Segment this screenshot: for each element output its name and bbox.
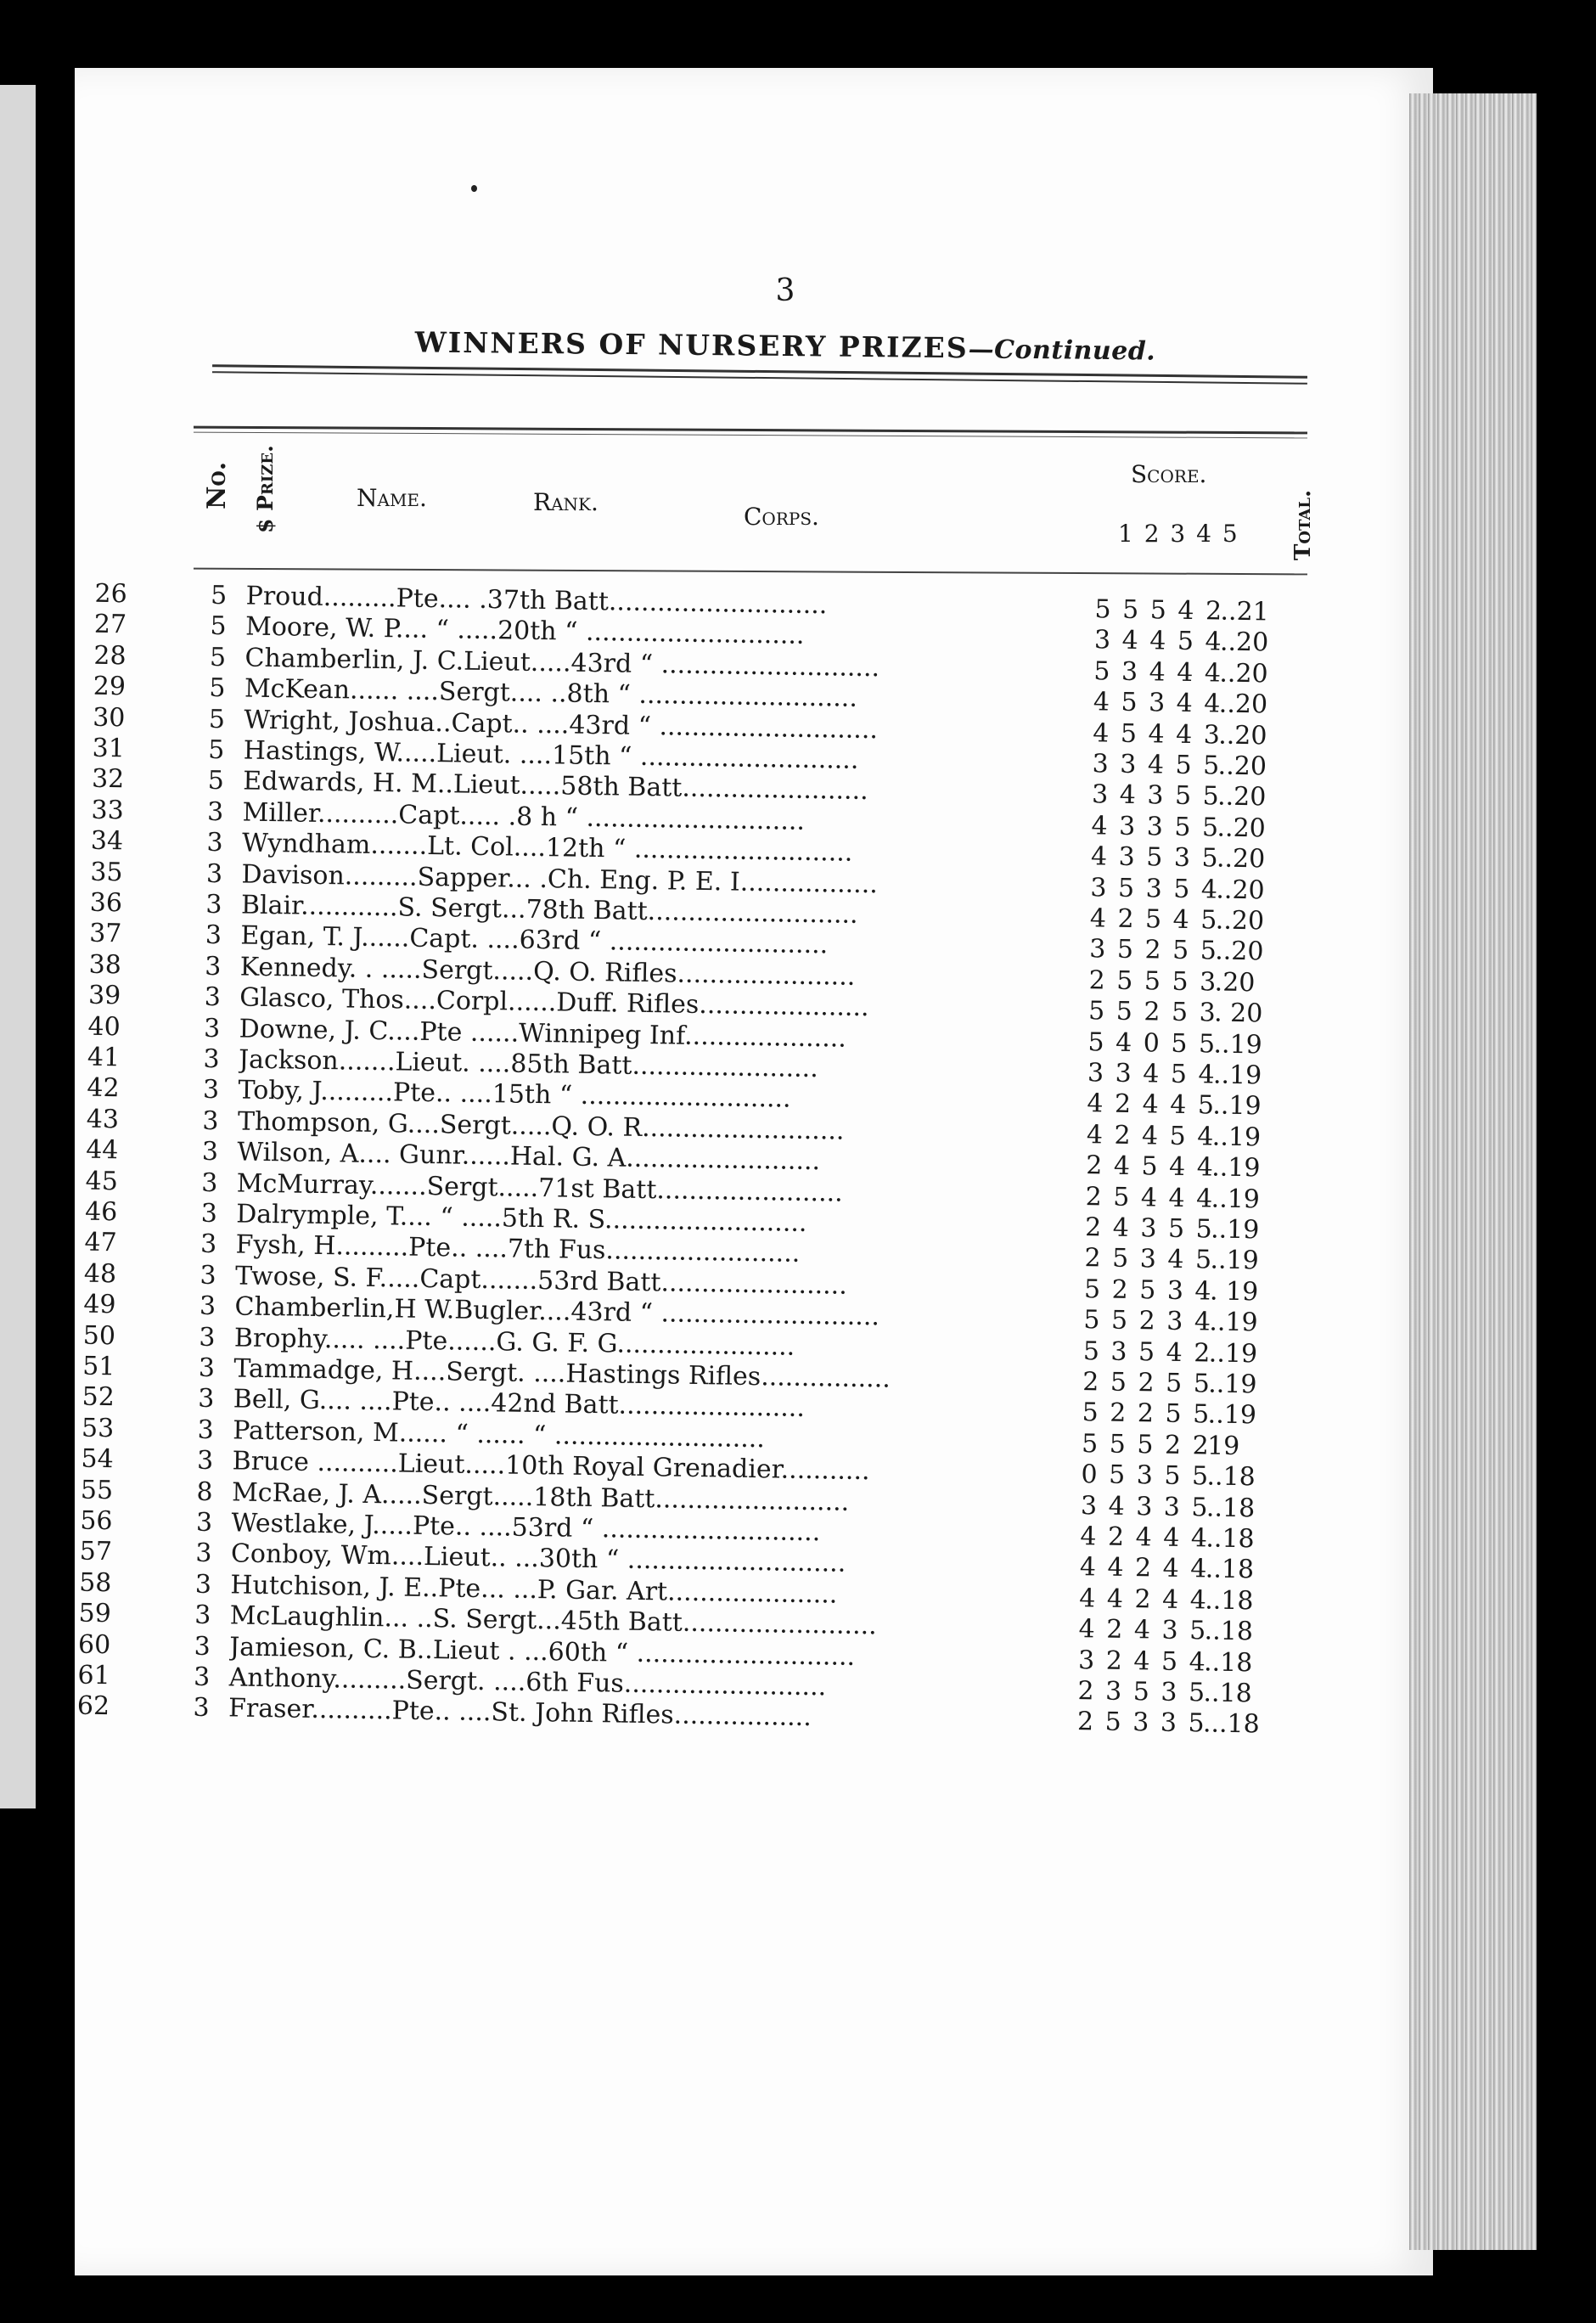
entry-score: 3 5 2 5 5	[1089, 934, 1217, 966]
entry-number: 34	[90, 825, 124, 857]
entry-total: ..19	[1209, 1307, 1258, 1338]
entry-score: 3 2 4 5 4	[1077, 1645, 1205, 1678]
entry-score: 0 5 3 5 5	[1081, 1460, 1209, 1492]
entry-number: 32	[91, 764, 125, 795]
entry-prize: 3	[198, 1384, 215, 1415]
entry-score: 2 4 3 5 5	[1084, 1212, 1212, 1245]
entry-number: 43	[86, 1104, 120, 1135]
entry-prize: 5	[208, 704, 226, 734]
entry-total: .20	[1214, 967, 1256, 998]
entry-name-rank-corps: Wyndham.......Lt. Col....12th “ ...........................	[241, 828, 853, 869]
entry-score: 3 4 3 3 5	[1080, 1490, 1208, 1523]
entry-total: ..18	[1204, 1585, 1254, 1617]
entry-total: ..18	[1205, 1493, 1256, 1523]
entry-prize: 3	[201, 1137, 219, 1167]
entry-total: ..19	[1211, 1152, 1261, 1184]
entry-total: ..18	[1203, 1678, 1253, 1709]
entry-prize: 3	[201, 1167, 218, 1198]
page-number: 3	[775, 273, 795, 308]
entry-prize: 3	[204, 982, 222, 1013]
entry-name-rank-corps: Blair............S. Sergt...78th Batt..........................	[240, 890, 858, 930]
entry-total: ..18	[1205, 1523, 1255, 1555]
entry-prize: 3	[199, 1291, 216, 1322]
ink-speck	[471, 185, 477, 192]
entry-total: ..20	[1219, 658, 1268, 689]
entry-name-rank-corps: Egan, T. J......Capt. ....63rd “ ...........................	[240, 920, 829, 960]
entry-number: 37	[88, 919, 122, 949]
entry-score: 5 4 0 5 5	[1087, 1027, 1216, 1060]
header-no: No.	[202, 461, 232, 509]
header-score-columns: 1 2 3 4 5	[1118, 520, 1238, 548]
entry-score: 2 5 2 5 5	[1082, 1367, 1211, 1399]
entry-total: ..19	[1212, 1060, 1262, 1091]
entry-total: ..20	[1214, 936, 1264, 967]
entry-total: . 19	[1209, 1276, 1259, 1308]
entry-score: 5 2 2 5 5	[1082, 1398, 1210, 1430]
entry-number: 57	[79, 1537, 113, 1567]
entry-total: . 20	[1213, 998, 1263, 1029]
entry-number: 56	[80, 1505, 113, 1537]
entry-number: 40	[87, 1011, 121, 1042]
entry-total: ..19	[1210, 1245, 1260, 1276]
entry-name-rank-corps: Edwards, H. M..Lieut.....58th Batt.......................	[242, 766, 868, 807]
entry-total: ..20	[1216, 875, 1265, 906]
entry-name-rank-corps: Bell, G.... ....Pte.. ....42nd Batt.......................	[233, 1384, 806, 1424]
entry-prize: 5	[207, 766, 225, 796]
entry-prize: 3	[198, 1353, 216, 1384]
entry-total: ..19	[1208, 1338, 1258, 1369]
entry-name-rank-corps: Jamieson, C. B..Lieut . ...60th “ ...........................	[228, 1631, 856, 1672]
entry-number: 50	[82, 1320, 116, 1351]
entry-score: 2 5 4 4 4	[1085, 1181, 1213, 1214]
entry-prize: 3	[205, 951, 222, 982]
entry-score: 2 5 3 3 5	[1076, 1707, 1205, 1739]
entry-prize: 3	[194, 1631, 211, 1662]
entry-number: 62	[76, 1690, 110, 1722]
entry-name-rank-corps: Westlake, J.....Pte.. ....53rd “ ...........................	[231, 1508, 821, 1548]
entry-score: 2 5 3 4 5	[1084, 1243, 1212, 1275]
title-text: WINNERS OF NURSERY PRIZES	[414, 325, 969, 365]
entry-number: 45	[85, 1166, 119, 1196]
entry-name-rank-corps: McRae, J. A.....Sergt.....18th Batt........................	[231, 1477, 850, 1517]
entry-total: ..21	[1220, 596, 1270, 627]
entry-prize: 5	[208, 734, 225, 766]
entry-total: ..20	[1215, 905, 1265, 937]
entry-total: ..18	[1206, 1461, 1256, 1493]
entry-score: 3 5 3 5 4	[1090, 872, 1218, 905]
entry-total: ...18	[1202, 1708, 1261, 1740]
header-prize: $ Prize.	[253, 445, 278, 533]
entry-name-rank-corps: Toby, J.........Pte.. ....15th “ ..........................	[238, 1075, 791, 1115]
entry-number: 26	[94, 578, 127, 610]
entry-prize: 5	[209, 642, 227, 672]
entry-name-rank-corps: McKean...... ....Sergt.... ..8th “ ...........................	[244, 673, 858, 714]
entry-score: 4 2 4 5 4	[1086, 1119, 1214, 1152]
entry-number: 60	[77, 1629, 111, 1660]
entry-score: 3 3 4 5 5	[1092, 749, 1220, 781]
entry-prize: 3	[203, 1013, 221, 1043]
entry-score: 5 5 5 2 2	[1081, 1428, 1209, 1461]
entry-total: ..20	[1218, 689, 1268, 720]
entry-score: 5 2 5 3 4	[1083, 1274, 1211, 1307]
entry-name-rank-corps: Davison.........Sapper... .Ch. Eng. P. E. I.................	[241, 859, 879, 899]
entry-total: ..19	[1211, 1122, 1262, 1153]
entry-score: 2 3 5 3 5	[1077, 1676, 1205, 1708]
entry-score: 4 2 4 4 5	[1087, 1088, 1215, 1121]
entry-prize: 3	[205, 889, 222, 920]
entry-name-rank-corps: Jackson.......Lieut. ....85th Batt.......................	[238, 1044, 819, 1084]
entry-prize: 3	[195, 1507, 213, 1538]
entry-number: 42	[87, 1073, 120, 1104]
entry-total: ..18	[1203, 1647, 1253, 1678]
entry-prize: 8	[196, 1476, 213, 1507]
entry-total: ..19	[1207, 1369, 1257, 1400]
entry-score: 5 5 5 4 2	[1094, 594, 1222, 627]
entry-name-rank-corps: Moore, W. P.... “ .....20th “ ...........................	[244, 611, 805, 651]
entry-name-rank-corps: Hastings, W.....Lieut. ....15th “ ...........................	[243, 735, 859, 775]
entry-total: ..19	[1213, 1029, 1263, 1060]
entry-prize: 3	[196, 1445, 214, 1476]
entry-number: 52	[81, 1382, 115, 1413]
entry-total: ..18	[1204, 1616, 1254, 1647]
entry-name-rank-corps: Bruce ..........Lieut.....10th Royal Grenadier...........	[232, 1446, 870, 1487]
entry-name-rank-corps: Patterson, M...... “ ...... “ ..........................	[232, 1415, 766, 1454]
entry-name-rank-corps: Conboy, Wm....Lieut.. ...30th “ ...........................	[230, 1538, 846, 1579]
entry-score: 4 2 5 4 5	[1089, 903, 1217, 936]
entry-name-rank-corps: Wilson, A.... Gunr......Hal. G. A........................	[237, 1137, 821, 1177]
entry-prize: 3	[194, 1600, 211, 1631]
entry-name-rank-corps: Downe, J. C....Pte ......Winnipeg Inf....................	[239, 1014, 847, 1054]
entry-score: 5 5 2 3 4	[1083, 1305, 1211, 1337]
entry-score: 4 5 3 4 4	[1093, 687, 1221, 719]
entry-score: 2 5 5 5 3	[1088, 965, 1217, 998]
entry-prize: 3	[197, 1415, 215, 1445]
entry-prize: 3	[194, 1569, 212, 1600]
entry-number: 61	[77, 1660, 110, 1691]
entry-total: ..20	[1217, 813, 1267, 844]
entry-score: 4 3 3 5 5	[1091, 811, 1219, 843]
entry-score: 4 4 2 4 4	[1079, 1552, 1207, 1584]
entry-total: ..20	[1216, 843, 1266, 875]
entry-score: 5 3 4 4 4	[1093, 656, 1222, 689]
entry-name-rank-corps: Wright, Joshua..Capt.. ....43rd “ ...........................	[244, 705, 879, 745]
entry-total: ..20	[1217, 781, 1267, 813]
entry-number: 28	[93, 640, 126, 672]
entry-number: 49	[83, 1289, 116, 1320]
header-rank: Rank.	[533, 488, 598, 516]
entry-number: 27	[93, 610, 127, 640]
entry-prize: 3	[200, 1260, 216, 1291]
entry-prize: 3	[202, 1075, 220, 1105]
entry-number: 39	[87, 980, 121, 1011]
entry-prize: 3	[193, 1693, 210, 1724]
entry-total: ..20	[1219, 627, 1269, 658]
entry-prize: 3	[205, 920, 222, 951]
entry-prize: 5	[210, 611, 227, 642]
entry-number: 29	[93, 671, 126, 702]
entry-prize: 3	[200, 1229, 217, 1260]
entry-number: 58	[78, 1567, 112, 1599]
entry-number: 41	[87, 1042, 121, 1073]
entry-score: 5 5 2 5 3	[1087, 996, 1216, 1028]
entry-score: 4 4 2 4 4	[1078, 1583, 1207, 1616]
entry-number: 44	[85, 1134, 119, 1166]
entry-prize: 5	[209, 673, 226, 704]
entry-number: 30	[92, 702, 126, 733]
entry-score: 2 4 5 4 4	[1085, 1150, 1214, 1183]
entry-score: 4 3 5 3 5	[1090, 841, 1218, 874]
entry-number: 53	[81, 1413, 115, 1444]
entry-prize: 3	[199, 1322, 216, 1353]
entry-number: 51	[81, 1351, 115, 1382]
entry-total: ..19	[1207, 1399, 1257, 1431]
entry-number: 38	[88, 949, 122, 981]
entry-name-rank-corps: Miller..........Capt..... .8 h “ ...........................	[242, 797, 806, 836]
entry-number: 48	[83, 1258, 117, 1290]
entry-name-rank-corps: Glasco, Thos....Corpl......Duff. Rifles.....................	[239, 982, 869, 1023]
entry-name-rank-corps: Hutchison, J. E..Pte... ...P. Gar. Art.....................	[230, 1570, 838, 1610]
entry-number: 47	[84, 1228, 117, 1258]
entry-total: ..19	[1210, 1214, 1260, 1246]
entry-score: 3 4 3 5 5	[1091, 779, 1219, 812]
entry-total: 19	[1206, 1431, 1240, 1461]
entry-name-rank-corps: Anthony.........Sergt. ....6th Fus.........................	[228, 1662, 827, 1702]
entry-name-rank-corps: Twose, S. F.....Capt.......53rd Batt.......................	[234, 1261, 848, 1301]
entry-number: 31	[92, 733, 126, 764]
entry-total: ..19	[1211, 1184, 1261, 1214]
entry-name-rank-corps: Proud.........Pte.... .37th Batt...........................	[245, 581, 828, 621]
entry-number: 36	[89, 887, 123, 919]
header-total: Total.	[1290, 489, 1316, 560]
entry-number: 54	[81, 1443, 114, 1475]
entry-score: 3 3 4 5 4	[1087, 1058, 1215, 1090]
entry-name-rank-corps: Kennedy. . .....Sergt.....Q. O. Rifles......................	[239, 952, 856, 992]
entry-prize: 3	[202, 1105, 219, 1136]
page-stack-edge	[1409, 93, 1537, 2250]
entry-score: 4 2 4 4 4	[1080, 1521, 1208, 1554]
entry-score: 4 2 4 3 5	[1078, 1614, 1206, 1646]
entry-total: ..20	[1217, 751, 1267, 782]
entry-score: 3 4 4 5 4	[1093, 625, 1222, 657]
entry-prize: 5	[210, 580, 228, 611]
entry-prize: 3	[193, 1662, 211, 1693]
entry-name-rank-corps: McLaughlin... ..S. Sergt...45th Batt........................	[229, 1600, 877, 1641]
entry-name-rank-corps: Brophy..... ....Pte......G. G. F. G......................	[233, 1323, 795, 1362]
header-score: Score.	[1131, 460, 1207, 488]
entry-number: 46	[84, 1196, 118, 1228]
entry-name-rank-corps: Chamberlin,H W.Bugler....43rd “ ...........................	[234, 1291, 880, 1332]
entry-total: ..19	[1212, 1090, 1262, 1122]
entry-total: ..18	[1205, 1554, 1255, 1585]
entry-total: ..20	[1217, 720, 1267, 751]
entry-name-rank-corps: Tammadge, H....Sergt. ....Hastings Rifles................	[233, 1353, 891, 1394]
entry-name-rank-corps: Thompson, G....Sergt.....Q. O. R.........................	[237, 1106, 845, 1146]
title-continued: —Continued.	[968, 335, 1156, 367]
entry-prize: 3	[200, 1198, 218, 1229]
entry-name-rank-corps: Fraser..........Pte.. ....St. John Rifles.................	[228, 1693, 812, 1733]
entry-name-rank-corps: Chamberlin, J. C.Lieut.....43rd “ ...........................	[244, 643, 880, 683]
entry-prize: 3	[195, 1538, 212, 1569]
header-corps: Corps.	[744, 503, 819, 531]
entry-score: 4 5 4 4 3	[1093, 717, 1221, 751]
entry-prize: 3	[206, 796, 224, 827]
entry-number: 35	[90, 857, 123, 887]
entry-number: 33	[91, 795, 124, 826]
entry-name-rank-corps: Fysh, H.........Pte.. ....7th Fus........................	[235, 1229, 801, 1269]
entry-number: 59	[78, 1598, 112, 1629]
entry-prize: 3	[203, 1043, 220, 1075]
entry-name-rank-corps: Dalrymple, T.... “ .....5th R. S.........................	[235, 1199, 807, 1239]
entry-number: 55	[80, 1475, 114, 1505]
entry-prize: 3	[205, 858, 223, 889]
entry-name-rank-corps: McMurray.......Sergt.....71st Batt.......................	[236, 1168, 843, 1208]
entry-score: 5 3 5 4 2	[1082, 1336, 1211, 1369]
header-name: Name.	[357, 484, 427, 512]
entry-prize: 3	[206, 828, 223, 858]
